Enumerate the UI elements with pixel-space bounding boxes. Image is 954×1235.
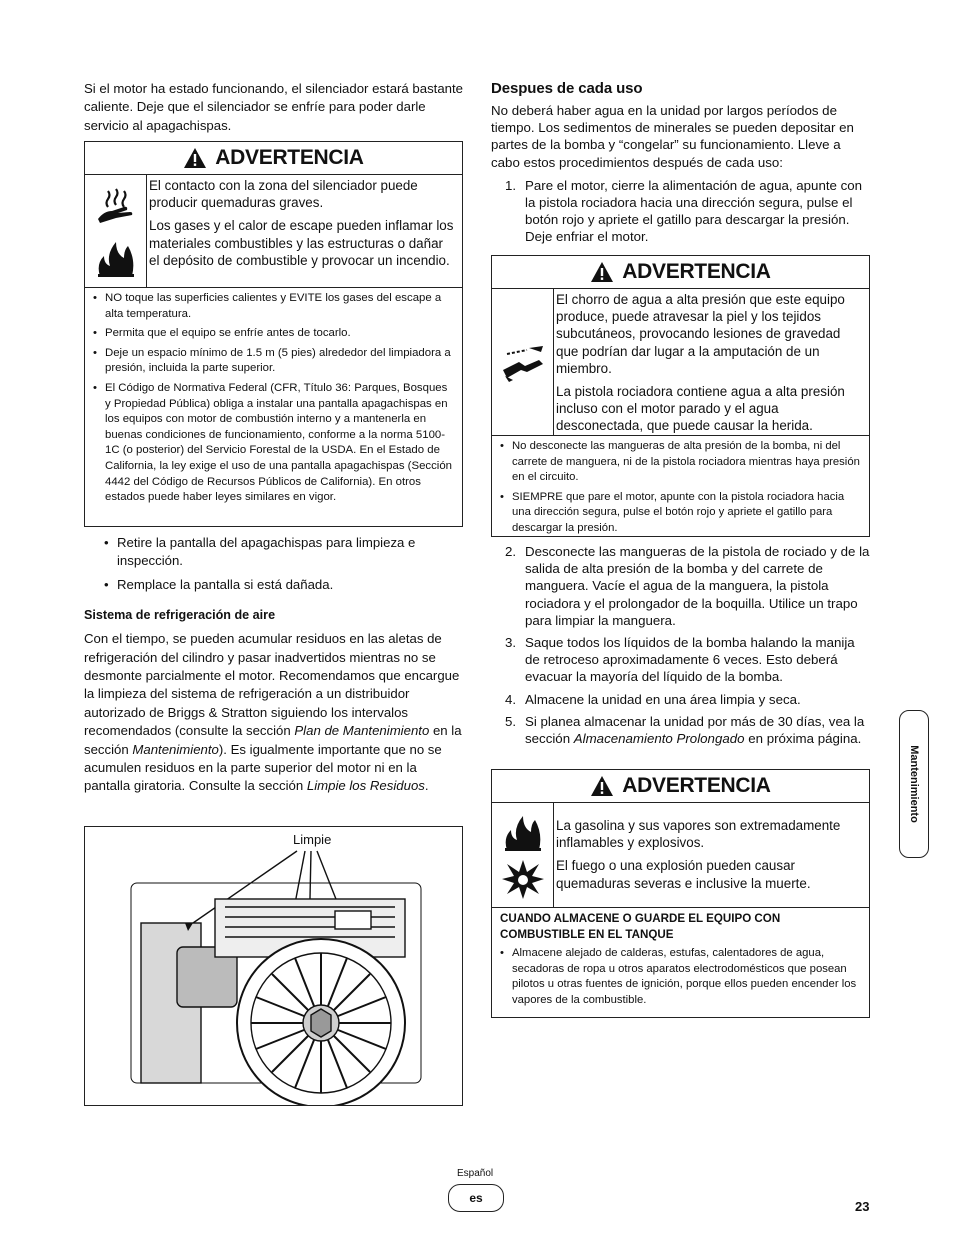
- warning-bullet: • El Código de Normativa Federal (CFR, Título 36: Parques, Bosques y Propiedad Pública) obliga a instalar una pantalla apagachispas en los equipos con motor de combustión interno y a mantenerla en buenas condiciones de funcionamiento, conforme a la norma 5100-1C (o posterior) del Servicio Forestal de la USDA. En el Estado de California, la ley exige el uso de una pantalla apagachispas (Sección 4442 del Código de Recursos Públicos de California). En otros estados puede haber leyes similares en vigor.: [93, 381, 454, 506]
- warning-icons: [492, 803, 554, 907]
- warning-text: La gasolina y sus vapores son extremadamente inflamables y explosivos. El fuego o una explosión pueden causar quemaduras severas e inclusive la muerte.: [556, 818, 841, 891]
- warning-bullets: [85, 287, 462, 514]
- warning-title: ADVERTENCIA: [85, 142, 462, 175]
- list-item: • Remplace la pantalla si está dañada.: [104, 576, 334, 592]
- list-item: • Retire la pantalla del apagachispas para limpieza e inspección.: [104, 535, 416, 569]
- burn-hand-icon: [94, 185, 138, 225]
- fire-icon: [501, 810, 545, 852]
- warning-triangle-icon: [183, 147, 207, 169]
- step-2: 2. Desconecte las mangueras de la pistola de rociado y de la salida de alta presión de la bomba y del carrete de manguera. Vacíe el agua de la manguera, la pistola rociadora y el prolongador de la boquilla. Utilice un trapo para limpiar la manguera.: [505, 544, 870, 628]
- section-tab: Mantenimiento: [899, 710, 929, 858]
- warning-bullets: [492, 907, 869, 1017]
- warning-title: ADVERTENCIA: [492, 256, 869, 289]
- step-1: 1. Pare el motor, cierre la alimentación de agua, apunte con la pistola rociadora hacia una dirección segura, pulse el botón rojo y apriete el gatillo para descargar la presión. Deje enfriar el motor.: [505, 177, 863, 245]
- figure-label: Limpie: [293, 832, 332, 847]
- warning-bullet: • Almacene alejado de calderas, estufas, calentadores de agua, secadoras de ropa u otros aparatos electrodomésticos que posean pilotos u otras fuentes de ignición, porque ellos pueden encender los vapores de la combustible.: [500, 946, 861, 1008]
- warning-bullet: • Permita que el equipo se enfríe antes de tocarlo.: [93, 326, 454, 342]
- language-code-badge: es: [448, 1184, 504, 1212]
- warning-bullets: [492, 435, 869, 545]
- warning-bullet: • No desconecte las mangueras de alta presión de la bomba, ni del carrete de manguera, ni de la pistola rociadora mientras haya presión en el circuito.: [500, 439, 861, 486]
- engine-figure: [84, 826, 463, 1106]
- step-3: 3. Saque todos los líquidos de la bomba halando la manija de retroceso aproximadamente 6 veces. Esto deberá evacuar la mayoría del líquido de la bomba.: [505, 635, 855, 685]
- fire-icon: [94, 236, 138, 278]
- warning-text: El contacto con la zona del silenciador puede producir quemaduras graves. Los gases y el calor de escape pueden inflamar los materiales combustibles y las estructuras o dañar el depósito de combustible y provocar un incendio.: [149, 178, 454, 268]
- page-number: 23: [855, 1199, 870, 1214]
- right-column: [491, 80, 870, 246]
- warning-bullet: • SIEMPRE que pare el motor, apunte con la pistola rociadora hacia una dirección segura, pulse el botón rojo y apriete el gatillo para descargar la presión.: [500, 490, 861, 537]
- warning-box-pressure: [491, 255, 870, 537]
- warning-box-fuel: [491, 769, 870, 1018]
- footer-language: Español: [457, 1168, 494, 1179]
- step-4: 4. Almacene la unidad en una área limpia y seca.: [505, 691, 801, 707]
- explosion-icon: [501, 858, 545, 900]
- right-steps: [491, 543, 870, 747]
- left-column-lower: [84, 534, 463, 796]
- warning-triangle-icon: [590, 261, 614, 283]
- warning-icons: [85, 175, 147, 287]
- warning-box-muffler: [84, 141, 463, 527]
- left-column: [84, 80, 463, 135]
- warning-text: El chorro de agua a alta presión que este equipo produce, puede atravesar la piel y los tejidos subcutáneos, provocando lesiones de gravedad que podrían dar lugar a la amputación de un miembro. La pistola rociadora contiene agua a alta presión incluso con el motor parado y el agua desconectada, que puede causar la herida.: [556, 292, 845, 434]
- muffler-intro: Si el motor ha estado funcionando, el silenciador estará bastante caliente. Deje que el silenciador se enfríe para poder darle servicio al apagachispas.: [84, 81, 464, 133]
- engine-illustration: [85, 827, 463, 1106]
- warning-bullet: • Deje un espacio mínimo de 1.5 m (5 pies) alrededor del limpiadora a presión, incluida la parte superior.: [93, 346, 454, 377]
- high-pressure-injection-icon: [499, 340, 547, 384]
- warning-triangle-icon: [590, 775, 614, 797]
- cooling-paragraph: Con el tiempo, se pueden acumular residuos en las aletas de refrigeración del cilindro y pasar inadvertidos mientras no se desmonte parcialmente el motor. Recomendamos que encargue la limpieza del sistema de refrigeración a un distribuidor autorizado de Briggs & Stratton siguiendo los intervalos recomendados (consulte la sección Plan de Mantenimiento en la sección Mantenimiento). Es igualmente importante que no se acumulen residuos en la parte superior del motor ni en la pantalla giratoria. Consulte la sección Limpie los Residuos.: [84, 631, 462, 794]
- warning-title: ADVERTENCIA: [492, 770, 869, 803]
- step-5: 5. Si planea almacenar la unidad por más de 30 días, vea la sección Almacenamiento Prolongado en próxima página.: [505, 713, 865, 747]
- warning-caps-heading: CUANDO ALMACENE O GUARDE EL EQUIPO CON COMBUSTIBLE EN EL TANQUE: [500, 912, 781, 941]
- warning-bullet: • NO toque las superficies calientes y EVITE los gases del escape a alta temperatura.: [93, 291, 454, 322]
- section-intro: No deberá haber agua en la unidad por largos períodos de tiempo. Los sedimentos de minerales se pueden depositar en partes de la bomba y “congelar” su funcionamiento. Lleve a cabo estos procedimientos después de cada uso:: [491, 103, 854, 170]
- cooling-header: Sistema de refrigeración de aire: [84, 608, 276, 623]
- warning-icons: [492, 289, 554, 435]
- section-header: Despues de cada uso: [491, 80, 643, 97]
